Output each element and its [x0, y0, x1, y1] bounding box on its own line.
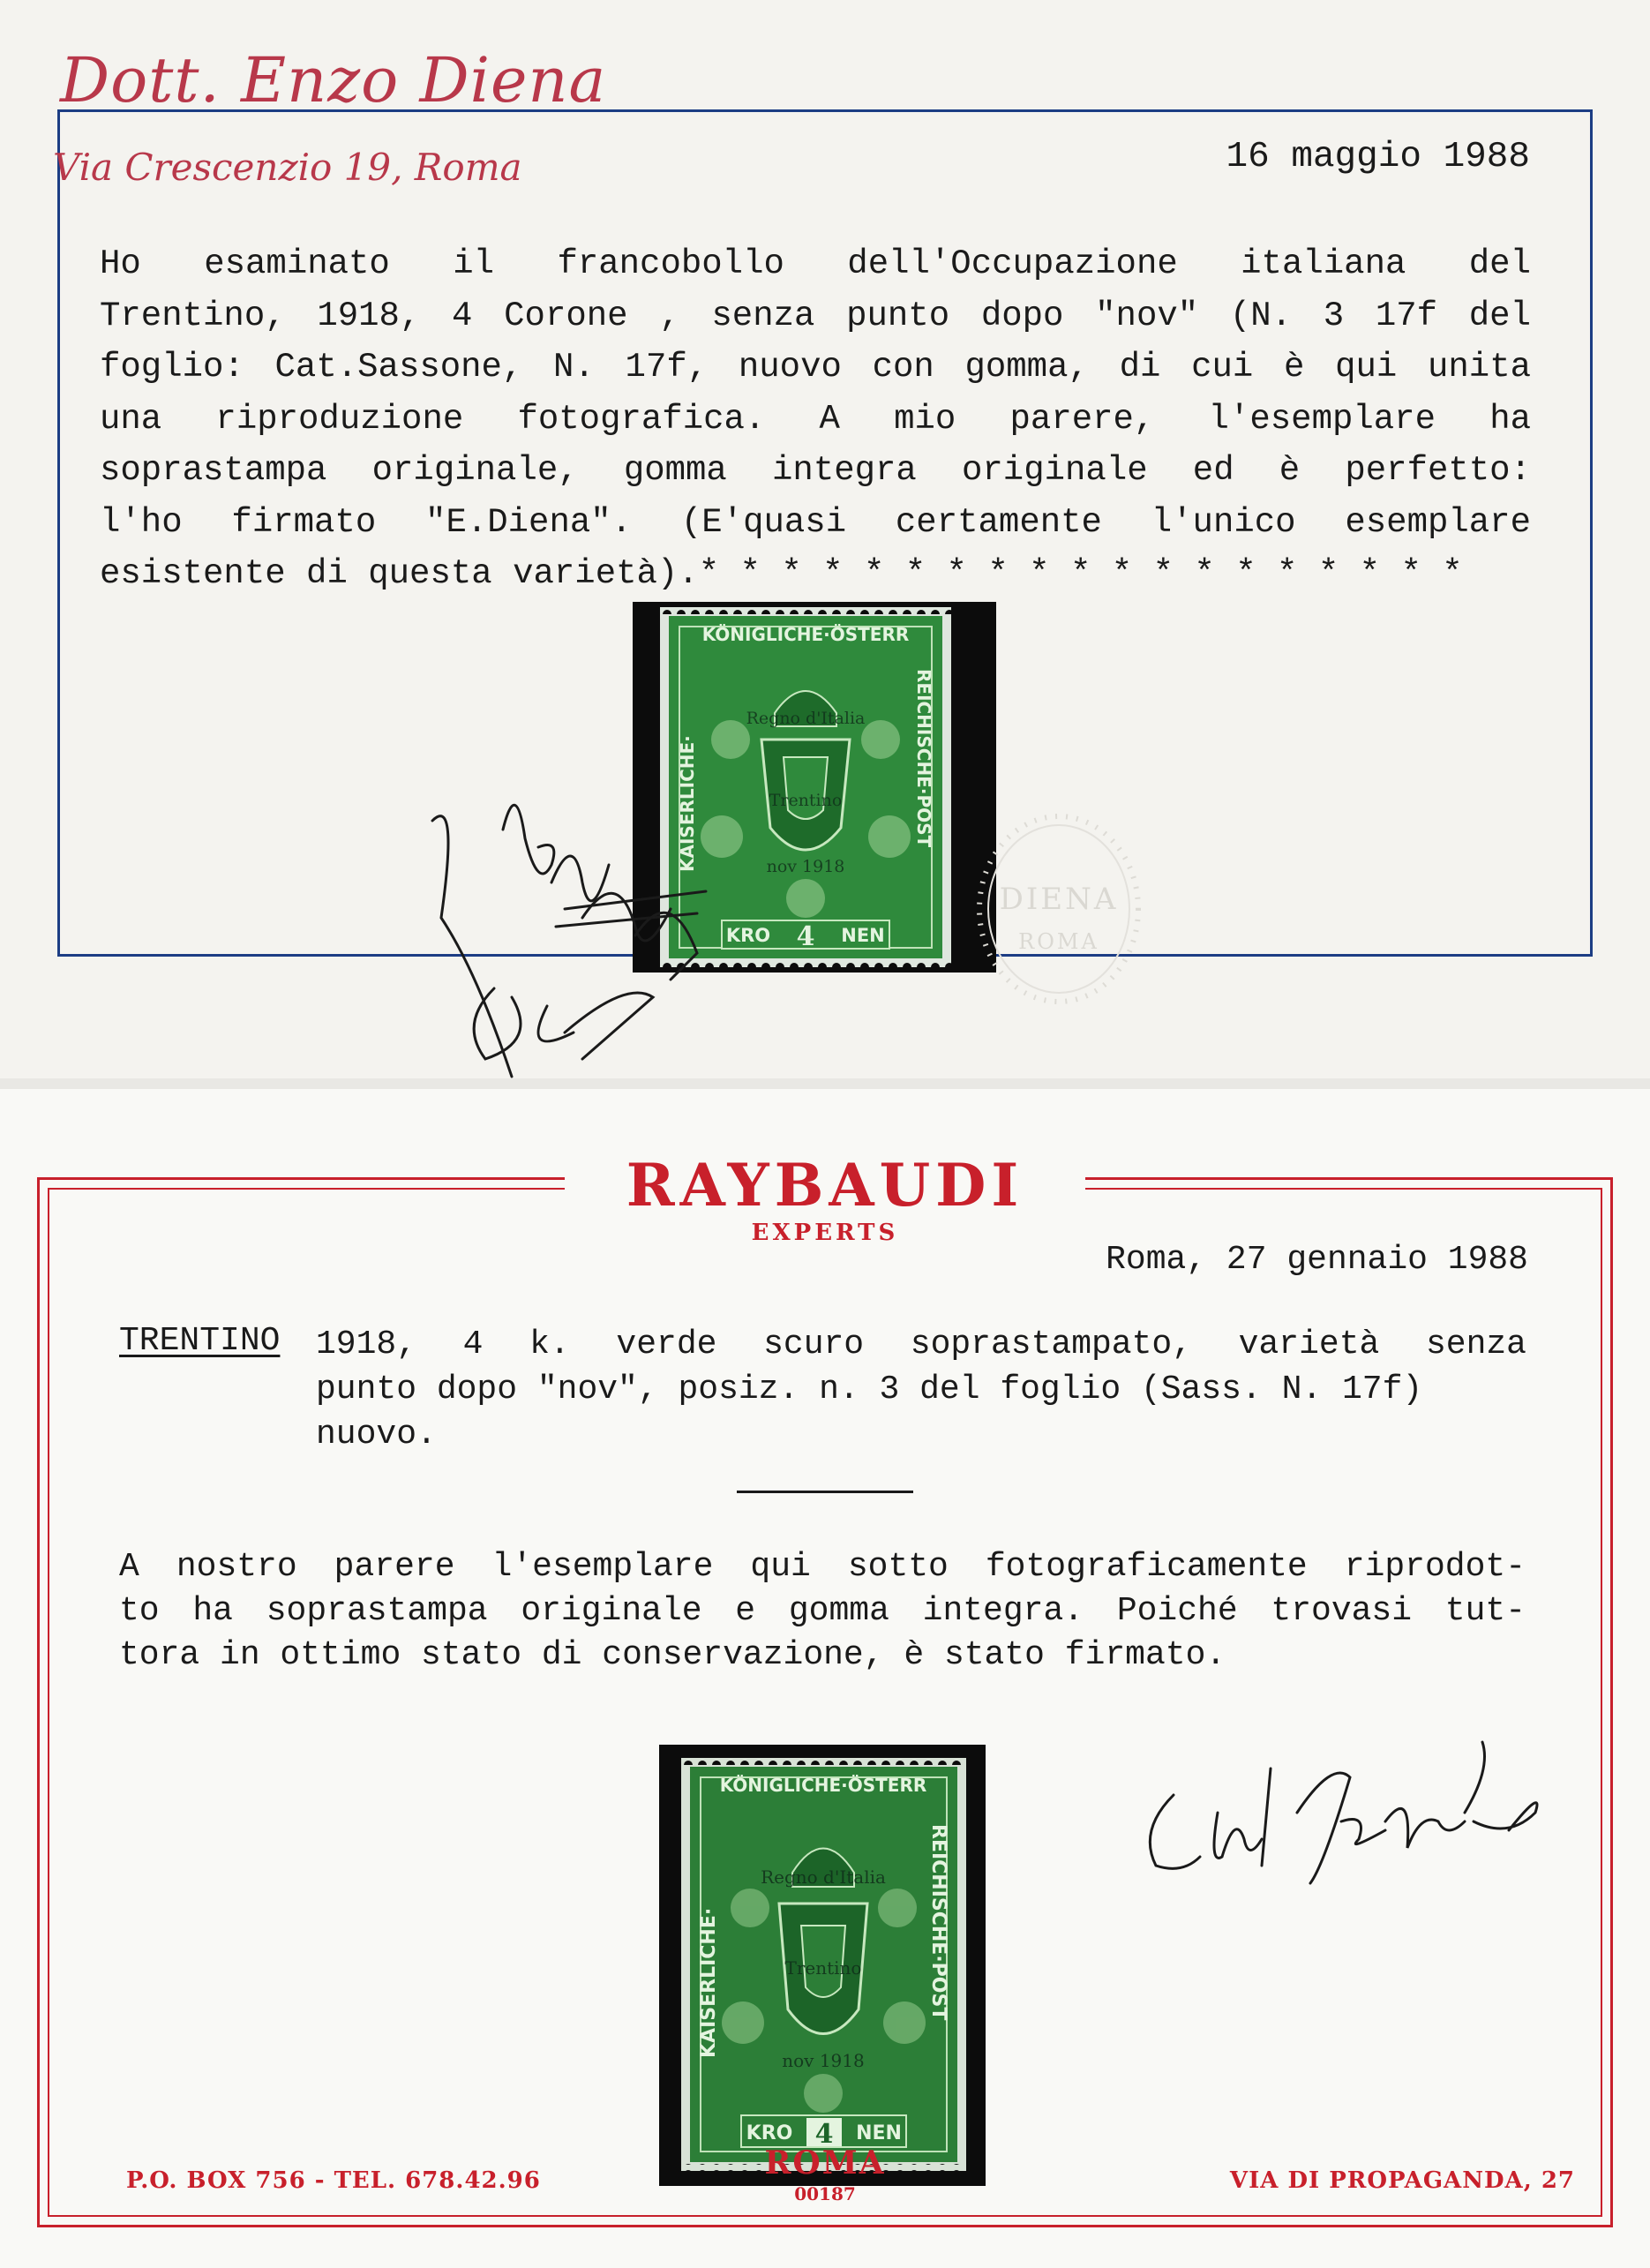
diena-stamp-kro-legend: KRO — [725, 925, 771, 946]
diena-stamp-overprint-line: Trentino — [769, 791, 843, 810]
diena-text-line: una riproduzione fotografica. A mio parere, l'esemplare ha — [100, 399, 1531, 439]
diena-text-line: Trentino, 1918, 4 Corone , senza punto dopo "nov" (N. 3 17f del — [100, 296, 1531, 335]
diena-stamp-left-legend: KAISERLICHE· — [677, 735, 698, 872]
diena-text-line: soprastampa originale, gomma integra originale ed è perfetto: — [100, 451, 1531, 490]
raybaudi-stamp-value: 4 — [814, 2119, 834, 2150]
raybaudi-certificate — [0, 1089, 1650, 2268]
raybaudi-footer-contact: P.O. BOX 756 - TEL. 678.42.96 — [126, 2167, 541, 2194]
diena-stamp-overprint-line: nov 1918 — [766, 857, 845, 876]
raybaudi-stamp-kro-legend: KRO — [746, 2122, 793, 2144]
diena-stamp-overprint-line: Regno d'Italia — [746, 709, 866, 728]
diena-seal-text: ROMA — [1018, 929, 1099, 954]
diena-letterhead-address: Via Crescenzio 19, Roma — [53, 146, 522, 189]
diena-seal-text: DIENA — [999, 882, 1119, 917]
raybaudi-text-line: A nostro parere l'esemplare qui sotto fotograficamente riprodot- — [119, 1548, 1526, 1586]
raybaudi-date: Roma, 27 gennaio 1988 — [1106, 1241, 1528, 1279]
raybaudi-stamp-overprint-line: nov 1918 — [782, 2050, 865, 2071]
raybaudi-text-line: tora in ottimo stato di conservazione, è stato firmato. — [119, 1636, 1226, 1674]
diena-certificate — [0, 0, 1650, 1078]
raybaudi-text-line: nuovo. — [316, 1416, 437, 1453]
raybaudi-stamp-overprint-line: Regno d'Italia — [761, 1866, 886, 1888]
diena-stamp-top-legend: KÖNIGLICHE·ÖSTERR — [701, 624, 910, 645]
raybaudi-stamp-overprint-line: Trentino — [784, 1957, 862, 1979]
raybaudi-stamp-nen-legend: NEN — [856, 2122, 902, 2144]
diena-stamp-right-legend: REICHISCHE·POST — [913, 669, 934, 848]
diena-text-line: esistente di questa varietà).* * * * * * * * * * * * * * * * * * * — [100, 554, 1463, 593]
diena-embossed-seal — [971, 807, 1147, 1010]
diena-text-line: l'ho firmato "E.Diena". (E'quasi certamente l'unico esemplare — [100, 502, 1531, 542]
raybaudi-footer-city: ROMA — [764, 2144, 886, 2182]
raybaudi-opinion — [119, 1545, 1526, 1678]
raybaudi-heading: TRENTINO — [119, 1322, 281, 1360]
diena-stamp-nen-legend: NEN — [841, 925, 885, 946]
raybaudi-signature — [1121, 1689, 1562, 1901]
diena-certificate-text — [100, 238, 1531, 600]
diena-stamp-value: 4 — [796, 921, 815, 952]
diena-date: 16 maggio 1988 — [1226, 137, 1530, 177]
raybaudi-description — [316, 1322, 1526, 1457]
diena-text-line: Ho esaminato il francobollo dell'Occupazione italiana del — [100, 244, 1531, 283]
raybaudi-stamp-left-legend: KAISERLICHE· — [698, 1907, 720, 2058]
diena-signature — [406, 759, 776, 1085]
diena-text-line: foglio: Cat.Sassone, N. 17f, nuovo con gomma, di cui è qui unita — [100, 348, 1531, 387]
raybaudi-footer-address: VIA DI PROPAGANDA, 27 — [1229, 2167, 1575, 2194]
raybaudi-title: RAYBAUDI — [565, 1151, 1085, 1220]
raybaudi-stamp-top-legend: KÖNIGLICHE·ÖSTERR — [719, 1775, 927, 1796]
raybaudi-text-line: punto dopo "nov", posiz. n. 3 del foglio (Sass. N. 17f) — [316, 1371, 1423, 1408]
diena-letterhead-name: Dott. Enzo Diena — [60, 44, 607, 116]
certificate-divider — [0, 1078, 1650, 1089]
raybaudi-subtitle: EXPERTS — [751, 1220, 899, 1246]
raybaudi-footer-zip: 00187 — [794, 2183, 856, 2204]
raybaudi-text-line: 1918, 4 k. verde scuro soprastampato, varietà senza — [316, 1326, 1526, 1363]
raybaudi-separator — [737, 1491, 913, 1493]
raybaudi-text-line: to ha soprastampa originale e gomma integra. Poiché trovasi tut- — [119, 1592, 1526, 1630]
raybaudi-stamp-right-legend: REICHISCHE·POST — [927, 1824, 949, 2021]
raybaudi-stamp-image — [681, 1758, 966, 2171]
